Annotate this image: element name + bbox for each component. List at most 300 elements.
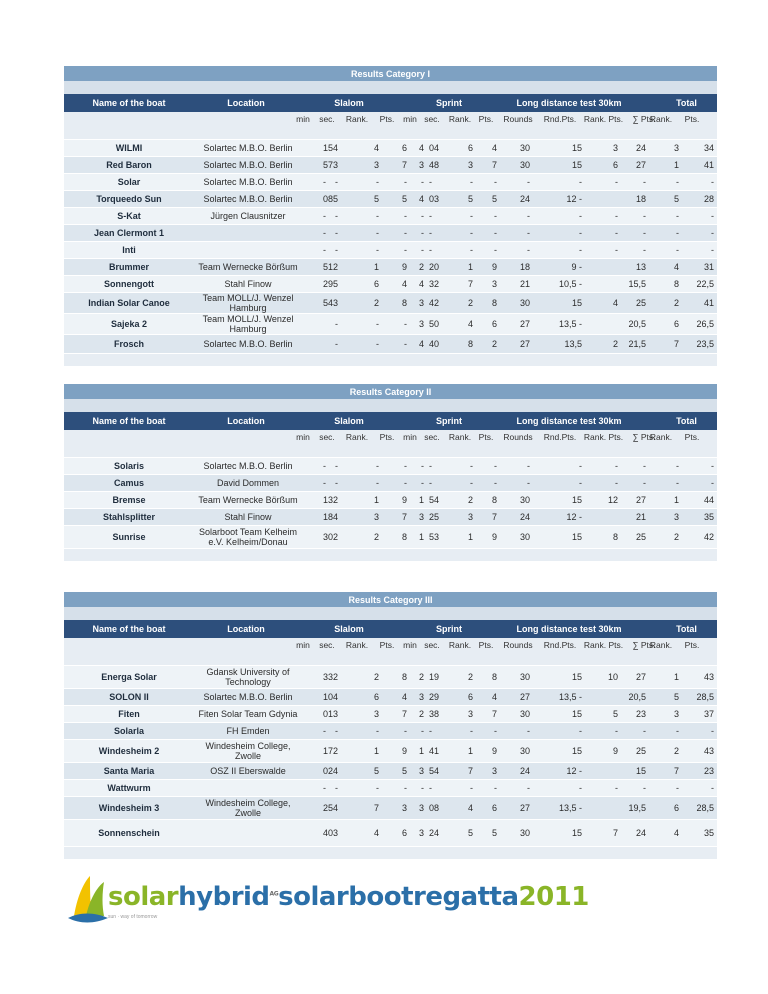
result-cell: 8	[491, 495, 497, 505]
section-title: Results Category III	[64, 592, 717, 607]
result-cell: 13,5 -	[558, 319, 582, 329]
subheader-cell: Rank.	[345, 640, 369, 650]
subheader-cell: Rank. Pts.	[583, 640, 624, 650]
header-slalom: Slalom	[334, 416, 364, 426]
result-cell: 6	[467, 692, 473, 702]
result-cell: 3	[401, 803, 407, 813]
result-cell: 6	[401, 828, 407, 838]
result-cell: 24	[519, 766, 530, 776]
subheader-gap	[64, 652, 717, 665]
result-cell: 7	[612, 828, 618, 838]
boat-name: Energa Solar	[101, 672, 157, 682]
result-cell: 4	[373, 143, 379, 153]
result-cell: 9	[491, 262, 497, 272]
subheader-cell: Rounds	[503, 640, 533, 650]
boat-name: Sajeka 2	[110, 319, 148, 329]
result-cell: 4	[332, 143, 338, 153]
result-cell: 27	[635, 495, 646, 505]
result-cell: 32	[429, 279, 440, 289]
result-cell: -	[643, 228, 646, 238]
table-row	[64, 739, 717, 762]
result-cell: 2	[332, 746, 338, 756]
result-cell: -	[404, 211, 407, 221]
boat-location: David Dommen	[216, 478, 280, 488]
result-cell: 3	[673, 143, 679, 153]
boat-location: Solartec M.B.O. Berlin	[203, 461, 293, 471]
result-cell: 9	[612, 746, 618, 756]
header-slalom: Slalom	[334, 624, 364, 634]
result-cell: 17	[323, 746, 334, 756]
result-cell: 28,5	[696, 803, 714, 813]
subheader-gap	[64, 444, 717, 457]
result-cell: 6	[491, 803, 497, 813]
section-end-gap	[64, 353, 717, 366]
subheader-cell: Pts.	[684, 114, 700, 124]
result-cell: 3	[418, 692, 424, 702]
result-cell: -	[376, 478, 379, 488]
table-row	[64, 705, 717, 722]
result-cell: -	[711, 726, 714, 736]
result-cell: 21	[635, 512, 646, 522]
results-section-2	[64, 384, 717, 561]
table-row	[64, 491, 717, 508]
result-cell: 8	[401, 672, 407, 682]
result-cell: 38	[429, 709, 440, 719]
result-cell: 18	[519, 262, 530, 272]
result-cell	[586, 763, 618, 779]
result-cell: 2	[612, 339, 618, 349]
header-gap	[64, 81, 717, 94]
boat-name: Stahlsplitter	[102, 512, 155, 522]
result-cell: 54	[323, 298, 334, 308]
boat-location: Windesheim College, Zwolle	[205, 798, 291, 818]
result-cell: -	[376, 245, 379, 255]
result-cell: 40	[323, 828, 334, 838]
result-cell: 30	[323, 532, 334, 542]
result-cell: 1	[418, 495, 424, 505]
result-cell: 15,5	[628, 279, 646, 289]
subheader-cell: min	[296, 114, 310, 124]
header-long-distance: Long distance test 30km	[516, 416, 622, 426]
result-cell: 7	[491, 709, 497, 719]
result-cell: -	[527, 228, 530, 238]
result-cell: 7	[673, 339, 679, 349]
boat-name: Indian Solar Canoe	[88, 298, 170, 308]
result-cell: 41	[703, 298, 714, 308]
result-cell: 3	[332, 160, 338, 170]
table-row	[64, 139, 717, 156]
result-cell: 3	[418, 512, 424, 522]
header-row	[64, 412, 717, 430]
header-gap	[64, 399, 717, 412]
result-cell: -	[579, 245, 582, 255]
boat-location: Solartec M.B.O. Berlin	[203, 177, 293, 187]
result-cell: 1	[373, 262, 379, 272]
result-cell: 12 -	[566, 194, 582, 204]
result-cell: 30	[519, 143, 530, 153]
result-cell: 5	[401, 194, 407, 204]
result-cell	[586, 797, 618, 819]
result-cell: 2	[673, 298, 679, 308]
result-cell: 12	[607, 495, 618, 505]
result-cell: 6	[373, 692, 379, 702]
result-cell: 3	[418, 766, 424, 776]
result-cell: 9	[491, 746, 497, 756]
result-cell: 2	[373, 672, 379, 682]
result-cell: 15	[635, 766, 646, 776]
result-cell: 2	[332, 532, 338, 542]
result-cell: 5	[332, 194, 338, 204]
logo-year: 2011	[518, 882, 589, 912]
result-cell: 9	[491, 532, 497, 542]
result-cell: 25	[635, 532, 646, 542]
table-row	[64, 819, 717, 846]
result-cell: 3	[418, 319, 424, 329]
header-total: Total	[676, 624, 697, 634]
result-cell: -	[579, 783, 582, 793]
result-cell: 4	[332, 692, 338, 702]
result-cell: -	[527, 461, 530, 471]
result-cell: 1	[673, 160, 679, 170]
table-row	[64, 156, 717, 173]
subheader-cell: Rounds	[503, 114, 533, 124]
result-cell: -	[421, 211, 424, 221]
result-cell: 3	[673, 709, 679, 719]
result-cell: -	[404, 478, 407, 488]
result-cell: 1	[467, 262, 473, 272]
header-long-distance: Long distance test 30km	[516, 98, 622, 108]
subheader-cell: sec.	[424, 432, 440, 442]
result-cell: -	[335, 319, 338, 329]
result-cell: 30	[519, 298, 530, 308]
result-cell: -	[429, 783, 432, 793]
boat-name: Solarla	[113, 726, 144, 736]
result-cell: 42	[703, 532, 714, 542]
result-cell: 43	[703, 746, 714, 756]
result-cell: -	[615, 245, 618, 255]
result-cell: 4	[612, 298, 618, 308]
table-row	[64, 508, 717, 525]
result-cell: 3	[491, 279, 497, 289]
result-cell: -	[711, 783, 714, 793]
header-row	[64, 94, 717, 112]
boat-location: Solartec M.B.O. Berlin	[203, 339, 293, 349]
logo-solar: solar	[108, 882, 179, 912]
table-row	[64, 688, 717, 705]
boat-name: WILMI	[115, 143, 143, 153]
result-cell: 4	[332, 803, 338, 813]
result-cell: 27	[519, 339, 530, 349]
subheader-row	[64, 112, 717, 126]
subheader-row	[64, 638, 717, 652]
result-cell: -	[579, 211, 582, 221]
result-cell: 28	[703, 194, 714, 204]
result-cell: -	[470, 478, 473, 488]
subheader-cell: Rnd.Pts.	[543, 114, 577, 124]
result-cell: 10	[607, 672, 618, 682]
result-cell: -	[494, 177, 497, 187]
result-cell: 27	[519, 319, 530, 329]
result-cell: -	[711, 478, 714, 488]
result-cell: 2	[418, 709, 424, 719]
result-cell: 3	[467, 160, 473, 170]
result-cell: 7	[673, 766, 679, 776]
boat-location: Team Wernecke Börßum	[198, 495, 298, 505]
result-cell: -	[470, 228, 473, 238]
result-cell: 2	[467, 495, 473, 505]
result-cell: -	[579, 177, 582, 187]
result-cell: -	[404, 726, 407, 736]
result-cell: 5	[673, 692, 679, 702]
table-row	[64, 474, 717, 491]
result-cell: -	[643, 783, 646, 793]
result-cell	[586, 509, 618, 525]
result-cell: 8	[467, 339, 473, 349]
result-cell: -	[676, 211, 679, 221]
result-cell: -	[579, 726, 582, 736]
subheader-cell: Rank.	[649, 640, 673, 650]
subheader-cell: Pts.	[478, 432, 494, 442]
result-cell: -	[421, 478, 424, 488]
result-cell: -	[404, 339, 407, 349]
subheader-cell: Rank.	[649, 432, 673, 442]
result-cell: 3	[612, 143, 618, 153]
subheader-cell: min	[403, 432, 417, 442]
result-cell: 26,5	[696, 319, 714, 329]
header-boat: Name of the boat	[92, 98, 166, 108]
boat-location: Jürgen Clausnitzer	[210, 211, 286, 221]
subheader-cell: Rounds	[503, 432, 533, 442]
subheader-cell: sec.	[424, 114, 440, 124]
result-cell: 53	[429, 532, 440, 542]
header-total: Total	[676, 98, 697, 108]
result-cell: -	[470, 783, 473, 793]
table-row	[64, 190, 717, 207]
result-cell: 50	[429, 319, 440, 329]
result-cell: -	[711, 211, 714, 221]
result-cell: 25	[635, 746, 646, 756]
result-cell: 01	[323, 709, 334, 719]
result-cell: -	[527, 245, 530, 255]
subheader-cell: Rank.	[448, 432, 472, 442]
result-cell: -	[676, 245, 679, 255]
result-cell: 29	[429, 692, 440, 702]
result-cell: -	[335, 726, 338, 736]
logo-regatta: solarbootregatta	[278, 882, 519, 912]
subheader-cell: ∑ Pts.	[632, 432, 656, 442]
subheader-cell: Pts.	[684, 432, 700, 442]
result-cell: 8	[673, 279, 679, 289]
result-cell: 15	[571, 495, 582, 505]
boat-name: SOLON II	[109, 692, 149, 702]
result-cell: 7	[467, 279, 473, 289]
result-cell: 3	[467, 709, 473, 719]
result-cell: -	[643, 211, 646, 221]
result-cell: 2	[332, 672, 338, 682]
subheader-cell: sec.	[319, 114, 335, 124]
result-cell: 4	[491, 692, 497, 702]
section-end-gap	[64, 846, 717, 859]
result-cell: 15	[571, 746, 582, 756]
table-row	[64, 334, 717, 353]
subheader-cell: min	[403, 114, 417, 124]
result-cell: 4	[467, 803, 473, 813]
result-cell: 1	[373, 495, 379, 505]
result-cell: -	[470, 726, 473, 736]
result-cell: -	[579, 228, 582, 238]
result-cell: 24	[635, 143, 646, 153]
result-cell: 7	[401, 512, 407, 522]
result-cell: 7	[401, 709, 407, 719]
boat-name: Solaris	[113, 461, 144, 471]
header-total: Total	[676, 416, 697, 426]
result-cell: 15	[571, 298, 582, 308]
result-cell: -	[676, 177, 679, 187]
subheader-cell: sec.	[319, 640, 335, 650]
boat-name: Sonnengott	[104, 279, 154, 289]
result-cell: 6	[401, 143, 407, 153]
result-cell: 35	[703, 828, 714, 838]
result-cell: 1	[673, 672, 679, 682]
result-cell: -	[494, 228, 497, 238]
result-cell: 41	[429, 746, 440, 756]
result-cell: -	[494, 783, 497, 793]
table-row	[64, 722, 717, 739]
result-cell: 1	[373, 746, 379, 756]
table-row	[64, 292, 717, 313]
result-cell: -	[404, 177, 407, 187]
subheader-cell: Rank.	[649, 114, 673, 124]
result-cell: 6	[491, 319, 497, 329]
result-cell: -	[579, 461, 582, 471]
boat-location	[196, 780, 300, 796]
result-cell: -	[429, 726, 432, 736]
results-section-3	[64, 592, 717, 859]
result-cell: 5	[612, 709, 618, 719]
subheader-cell: Pts.	[379, 114, 395, 124]
table-row	[64, 241, 717, 258]
result-cell: 4	[491, 143, 497, 153]
subheader-cell: Pts.	[684, 640, 700, 650]
result-cell: 3	[332, 828, 338, 838]
result-cell: 5	[673, 194, 679, 204]
result-cell: -	[421, 245, 424, 255]
result-cell: 4	[418, 339, 424, 349]
subheader-cell: Rnd.Pts.	[543, 640, 577, 650]
logo-text	[108, 882, 589, 912]
result-cell: 3	[418, 160, 424, 170]
table-row	[64, 457, 717, 474]
boat-name: Inti	[122, 245, 136, 255]
result-cell: -	[527, 211, 530, 221]
boat-name: Wattwurm	[107, 783, 151, 793]
result-cell: 29	[323, 279, 334, 289]
result-cell: 4	[373, 828, 379, 838]
result-cell: 15	[571, 160, 582, 170]
result-cell: 3	[332, 709, 338, 719]
result-cell: 4	[332, 512, 338, 522]
result-cell: 30	[519, 495, 530, 505]
result-cell: 40	[429, 339, 440, 349]
subheader-cell: Rank. Pts.	[583, 114, 624, 124]
result-cell: 3	[418, 828, 424, 838]
result-cell: 15	[323, 143, 334, 153]
result-cell: -	[429, 177, 432, 187]
result-cell: -	[494, 461, 497, 471]
result-cell: 19	[429, 672, 440, 682]
result-cell: -	[615, 461, 618, 471]
result-cell: -	[643, 478, 646, 488]
result-cell: 5	[332, 279, 338, 289]
result-cell: -	[615, 726, 618, 736]
boat-name: Sonnenschein	[98, 828, 160, 838]
result-cell: 18	[635, 194, 646, 204]
result-cell: -	[615, 177, 618, 187]
result-cell: 3	[373, 709, 379, 719]
result-cell: 25	[635, 298, 646, 308]
header-boat: Name of the boat	[92, 416, 166, 426]
result-cell: 2	[673, 532, 679, 542]
result-cell: -	[527, 783, 530, 793]
boat-name: Santa Maria	[103, 766, 155, 776]
boat-location: Fiten Solar Team Gdynia	[198, 709, 298, 719]
boat-name: Red Baron	[106, 160, 152, 170]
result-cell: -	[404, 783, 407, 793]
result-cell: -	[676, 228, 679, 238]
result-cell: -	[323, 177, 326, 187]
result-cell: 15	[571, 709, 582, 719]
table-row	[64, 258, 717, 275]
result-cell: 23	[635, 709, 646, 719]
result-cell: 23	[703, 766, 714, 776]
result-cell: -	[429, 228, 432, 238]
subheader-cell: Rank.	[448, 114, 472, 124]
result-cell: -	[711, 177, 714, 187]
result-cell: 21,5	[628, 339, 646, 349]
boat-location: Stahl Finow	[224, 279, 272, 289]
header-sprint: Sprint	[436, 98, 462, 108]
header-sprint: Sprint	[436, 416, 462, 426]
boat-location: Solartec M.B.O. Berlin	[203, 692, 293, 702]
result-cell: 25	[323, 803, 334, 813]
result-cell: 4	[401, 692, 407, 702]
subheader-cell: Rank.	[345, 432, 369, 442]
result-cell: -	[404, 461, 407, 471]
result-cell: -	[527, 726, 530, 736]
header-row	[64, 620, 717, 638]
boat-name: Windesheim 3	[98, 803, 160, 813]
boat-location: Solartec M.B.O. Berlin	[203, 194, 293, 204]
result-cell: 5	[373, 766, 379, 776]
result-cell: -	[323, 478, 326, 488]
result-cell: 8	[612, 532, 618, 542]
result-cell	[320, 314, 343, 334]
result-cell: -	[527, 478, 530, 488]
result-cell: 2	[373, 298, 379, 308]
result-cell: -	[643, 461, 646, 471]
result-cell: 35	[703, 512, 714, 522]
section-end-gap	[64, 548, 717, 561]
header-gap	[64, 607, 717, 620]
boat-location: FH Emden	[226, 726, 270, 736]
result-cell: 24	[635, 828, 646, 838]
result-cell: 44	[703, 495, 714, 505]
result-cell: 30	[519, 709, 530, 719]
table-row	[64, 224, 717, 241]
result-cell: 13,5	[564, 339, 582, 349]
result-cell: -	[376, 783, 379, 793]
result-cell	[586, 259, 618, 275]
